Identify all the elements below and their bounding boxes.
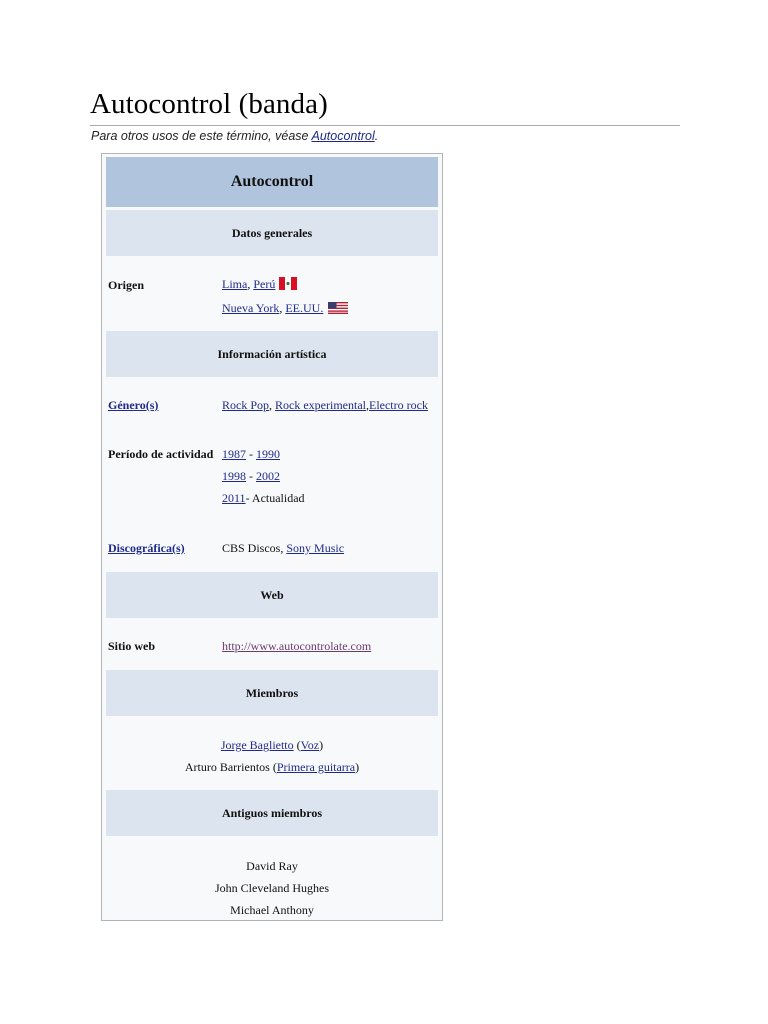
former-members-list bbox=[106, 855, 438, 921]
genre-value: Rock Pop, Rock experimental,Electro rock bbox=[222, 398, 428, 412]
record-label-link[interactable]: Discográfica(s) bbox=[108, 541, 185, 555]
section-web: Web bbox=[106, 572, 438, 618]
link-rock-experimental[interactable]: Rock experimental bbox=[275, 398, 366, 412]
activity-line-2: 1998 - 2002 bbox=[222, 469, 280, 483]
member-name: Arturo Barrientos bbox=[184, 760, 270, 774]
infobox bbox=[101, 153, 443, 921]
section-members: Miembros bbox=[106, 670, 438, 716]
usa-flag-icon bbox=[328, 299, 348, 321]
title-divider bbox=[90, 125, 680, 126]
member-name-link[interactable]: Jorge Baglietto bbox=[220, 738, 294, 752]
activity-label: Período de actividad bbox=[108, 447, 214, 461]
genre-label-link[interactable]: Género(s) bbox=[108, 398, 159, 412]
link-electro-rock[interactable]: Electro rock bbox=[368, 398, 428, 412]
member-item: Arturo Barrientos (Primera guitarra) bbox=[184, 760, 360, 774]
website-value bbox=[222, 635, 371, 657]
activity-line-3 bbox=[222, 487, 305, 509]
member-item: Jorge Baglietto (Voz) bbox=[220, 738, 324, 752]
link-nueva-york[interactable]: Nueva York bbox=[222, 301, 280, 315]
activity-current: - Actualidad bbox=[245, 491, 305, 505]
website-link[interactable]: http://www.autocontrolate.com bbox=[222, 639, 372, 653]
hatnote bbox=[91, 129, 378, 143]
link-1987[interactable]: 1987 bbox=[222, 447, 246, 461]
record-label-cbs: CBS Discos, bbox=[222, 541, 287, 555]
link-2002[interactable]: 2002 bbox=[256, 469, 280, 483]
members-list bbox=[106, 734, 438, 778]
origin-value bbox=[222, 273, 348, 321]
activity-line-1: 1987 - 1990 bbox=[222, 447, 280, 461]
record-label-label bbox=[108, 541, 185, 556]
former-member-item: John Cleveland Hughes bbox=[215, 881, 329, 895]
member-role-link[interactable]: Primera guitarra bbox=[276, 760, 356, 774]
hatnote-link[interactable]: Autocontrol bbox=[311, 129, 375, 143]
origin-line-1: Lima, Perú bbox=[222, 273, 348, 297]
link-lima[interactable]: Lima bbox=[222, 277, 248, 291]
infobox-title: Autocontrol bbox=[106, 157, 438, 207]
website-label: Sitio web bbox=[108, 639, 156, 653]
link-1998[interactable]: 1998 bbox=[222, 469, 246, 483]
former-member-item: Michael Anthony bbox=[230, 903, 314, 917]
hatnote-text: Para otros usos de este término, véase bbox=[91, 129, 312, 143]
link-peru[interactable]: Perú bbox=[253, 277, 276, 291]
link-eeuu[interactable]: EE.UU. bbox=[285, 301, 324, 315]
activity-value bbox=[222, 443, 305, 509]
former-member-item: David Ray bbox=[246, 859, 298, 873]
page-title: Autocontrol (banda) bbox=[90, 88, 328, 120]
link-1990[interactable]: 1990 bbox=[256, 447, 280, 461]
link-2011[interactable]: 2011 bbox=[222, 491, 246, 505]
peru-flag-icon bbox=[279, 275, 297, 297]
origin-label: Origen bbox=[108, 278, 144, 292]
section-former-members: Antiguos miembros bbox=[106, 790, 438, 836]
section-artistic: Información artística bbox=[106, 331, 438, 377]
link-rock-pop[interactable]: Rock Pop bbox=[222, 398, 270, 412]
member-role-link[interactable]: Voz bbox=[300, 738, 320, 752]
link-sony-music[interactable]: Sony Music bbox=[286, 541, 345, 555]
hatnote-suffix: . bbox=[374, 129, 379, 143]
genre-label bbox=[108, 398, 158, 413]
origin-line-2: Nueva York, EE.UU. bbox=[222, 297, 348, 321]
record-label-value bbox=[222, 537, 344, 559]
section-general: Datos generales bbox=[106, 210, 438, 256]
